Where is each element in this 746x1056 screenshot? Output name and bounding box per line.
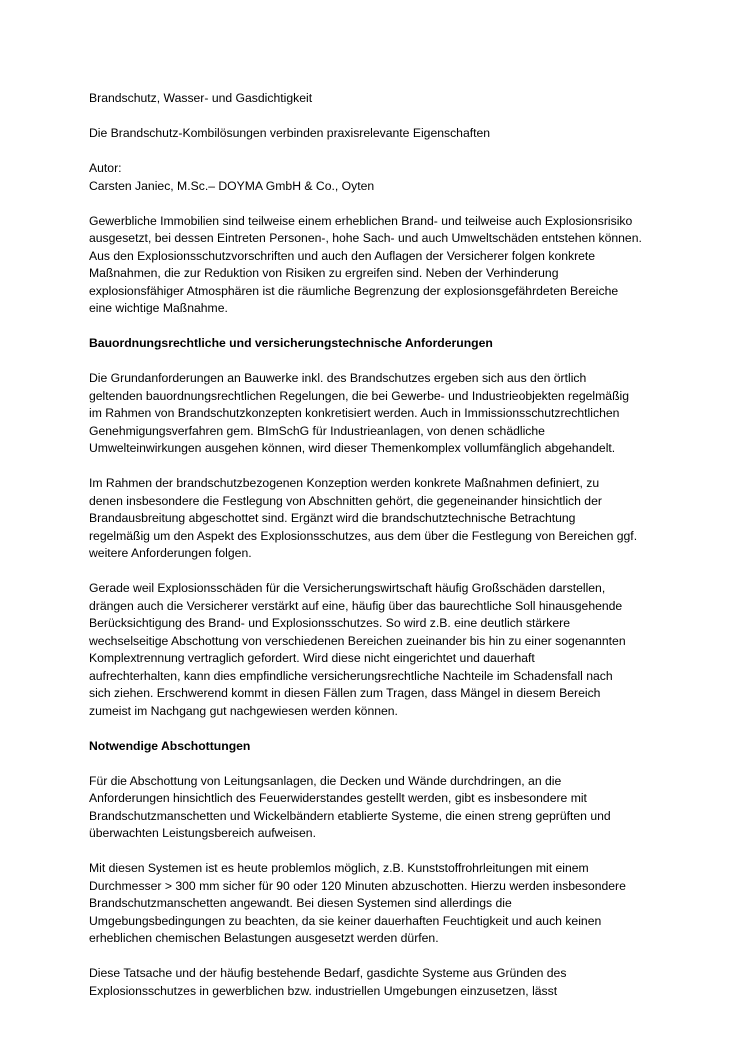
paragraph: Die Grundanforderungen an Bauwerke inkl. des Brandschutzes ergeben sich aus den örtlich geltenden bauordnungsrechtlichen Regelungen, die bei Gewerbe- und Industrieobjekten regelmäßig im Rahmen von Brandschutzkonzepten konkretisiert werden. Auch in Immissionsschutzrechtlichen Genehmigungsverfahren gem. BImSchG für Industrieanlagen, von denen schädliche Umwelteinwirkungen ausgehen können, wird dieser Themenkomplex vollumfänglich abgehandelt. (89, 371, 629, 455)
document-subtitle: Die Brandschutz-Kombilösungen verbinden praxisrelevante Eigenschaften (89, 126, 491, 140)
author-label: Autor: (89, 161, 122, 175)
paragraph: Für die Abschottung von Leitungsanlagen, die Decken und Wände durchdringen, an die Anforderungen hinsichtlich des Feuerwiderstandes gestellt werden, gibt es insbesondere mit Brandschutzmanschetten und Wickelbändern etablierte Systeme, die einen streng geprüften und überwachten Leistungsbereich aufweisen. (89, 773, 611, 840)
author-block (89, 160, 669, 195)
paragraph: Gerade weil Explosionsschäden für die Versicherungswirtschaft häufig Großschäden darstellen, drängen auch die Versicherer verstärkt auf eine, häufig über das baurechtliche Soll hinausgehende Berücksichtigung des Brand- und Explosionsschutzes. So wird z.B. eine deutlich stärkere wechselseitige Abschottung von verschiedenen Bereichen zueinander bis hin zu einer sogenannten Komplextrennung vertraglich gefordert. Wird diese nicht eingerichtet und dauerhaft aufrechterhalten, kann dies empfindliche versicherungsrechtliche Nachteile im Schadensfall nach sich ziehen. Erschwerend kommt in diesen Fällen zum Tragen, dass Mängel in diesem Bereich zumeist im Nachgang gut nachgewiesen werden können. (89, 581, 626, 718)
paragraph: Mit diesen Systemen ist es heute problemlos möglich, z.B. Kunststoffrohrleitungen mit einem Durchmesser > 300 mm sicher für 90 oder 120 Minuten abzuschotten. Hierzu werden insbesondere Brandschutzmanschetten angewandt. Bei diesen Systemen sind allerdings die Umgebungsbedingungen zu beachten, da sie keiner dauerhaften Feuchtigkeit und auch keinen erheblichen chemischen Belastungen ausgesetzt werden dürfen. (89, 861, 626, 945)
document-title: Brandschutz, Wasser- und Gasdichtigkeit (89, 91, 313, 105)
paragraph: Diese Tatsache und der häufig bestehende Bedarf, gasdichte Systeme aus Gründen des Explosionsschutzes in gewerblichen bzw. industriellen Umgebungen einzusetzen, lässt (89, 966, 567, 998)
author-name: Carsten Janiec, M.Sc.– DOYMA GmbH & Co., Oyten (89, 178, 375, 193)
paragraph: Im Rahmen der brandschutzbezogenen Konzeption werden konkrete Maßnahmen definiert, zu denen insbesondere die Festlegung von Abschnitten gehört, die gegeneinander hinsichtlich der Brandausbreitung abgeschottet sind. Ergänzt wird die brandschutztechnische Betrachtung regelmäßig um den Aspekt des Explosionsschutzes, aus dem über die Festlegung von Bereichen ggf. weitere Anforderungen folgen. (89, 476, 638, 560)
intro-paragraph: Gewerbliche Immobilien sind teilweise einem erheblichen Brand- und teilweise auch Explosionsrisiko ausgesetzt, bei dessen Eintreten Personen-, hohe Sach- und auch Umweltschäden entstehen können. Aus den Explosionsschutzvorschriften und auch den Auflagen der Versicherer folgen konkrete Maßnahmen, die zur Reduktion von Risiken zu ergreifen sind. Neben der Verhinderung explosionsfähiger Atmosphären ist die räumliche Begrenzung der explosionsgefährdeten Bereiche eine wichtige Maßnahme. (89, 213, 642, 315)
section-heading-requirements: Bauordnungsrechtliche und versicherungstechnische Anforderungen (89, 336, 493, 350)
document-body (89, 90, 669, 1000)
section-heading-barriers: Notwendige Abschottungen (89, 738, 251, 753)
